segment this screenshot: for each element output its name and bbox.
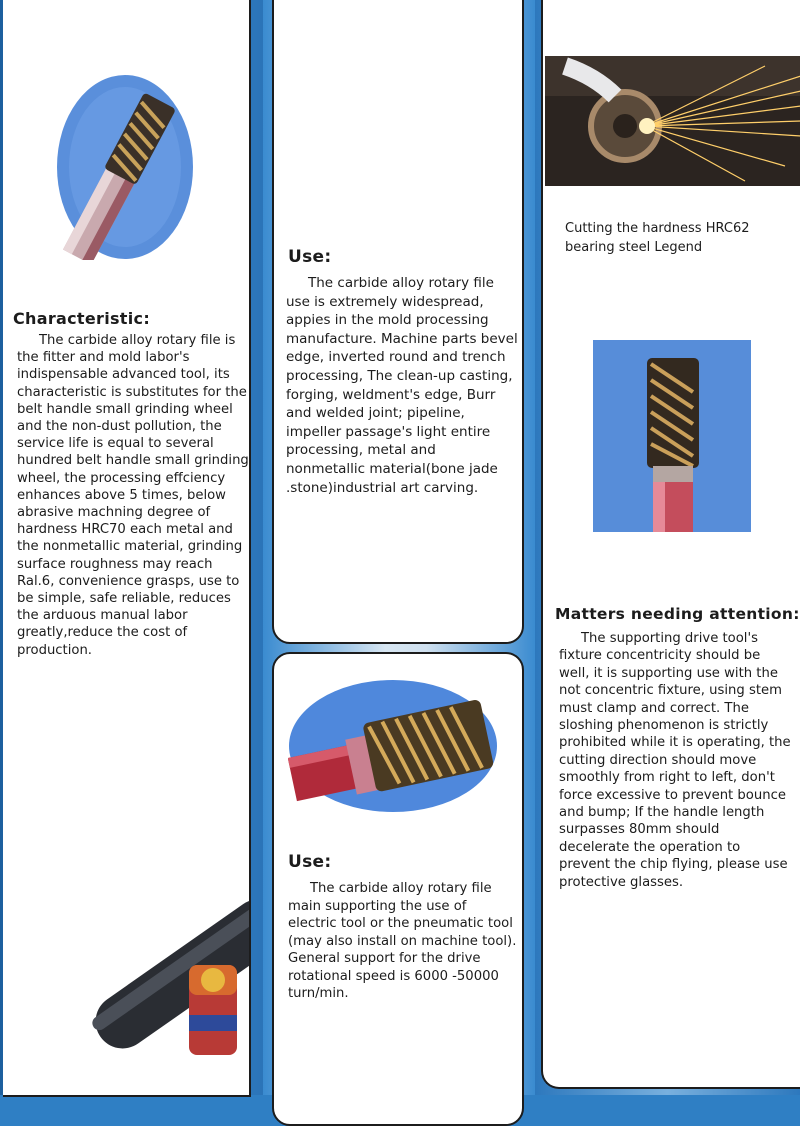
burr-closeup-image xyxy=(288,678,498,818)
burr-vertical-image xyxy=(593,340,751,532)
carbide-burr-image xyxy=(55,74,195,260)
use-body-bottom: The carbide alloy rotary file main supporting the use of electric tool or the pneumatic tool (may also install on machine tool). General support for the drive rotational speed is 6000 -50000 turn/min. xyxy=(288,881,517,1001)
use-heading-top: Use: xyxy=(288,247,332,267)
rotary-tool-image xyxy=(3,815,249,1095)
use-body-top: The carbide alloy rotary file use is extremely widespread, appies in the mold processing manufacture. Machine parts bevel edge, inverted round and trench processing, The clean-up casting, forging, weldment's edge, Burr and welded joint; pipeline, impeller passage's light entire processing, metal and nonmetallic material(bone jade .stone)industrial art carving. xyxy=(286,275,518,496)
attention-panel xyxy=(541,0,800,1089)
attention-body: The supporting drive tool's fixture concentricity should be well, it is supporting use with the not concentric fixture, using stem must clamp and correct. The sloshing phenomenon is strictly prohibited while it is operating, the cutting direction should move smoothly from right to left, don't force excessive to prevent bounce and bump; If the handle length surpasses 80mm should decelerate the operation to prevent the chip flying, please use protective glasses. xyxy=(559,631,791,890)
characteristic-heading: Characteristic: xyxy=(13,309,151,328)
use-panel-top xyxy=(272,0,524,644)
use-panel-bottom xyxy=(272,652,524,1126)
grinding-sparks-image xyxy=(545,56,800,186)
attention-heading: Matters needing attention: xyxy=(555,605,800,623)
sparks-caption: Cutting the hardness HRC62 bearing steel Legend xyxy=(565,221,750,255)
characteristic-body: The carbide alloy rotary file is the fitter and mold labor's indispensable advanced tool, its characteristic is substitutes for the belt handle small grinding wheel and the non-dust pollution, the service life is equal to several hundred belt handle small grinding wheel, the processing effciency enhances above 5 times, below abrasive machning degree of hardness HRC70 each metal and the nonmetallic material, grinding surface roughness may reach Ral.6, convenience grasps, use to be simple, safe reliable, reduces the arduous manual labor greatly,reduce the cost of production. xyxy=(17,333,249,658)
use-heading-bottom: Use: xyxy=(288,852,332,872)
characteristic-panel xyxy=(3,0,251,1097)
